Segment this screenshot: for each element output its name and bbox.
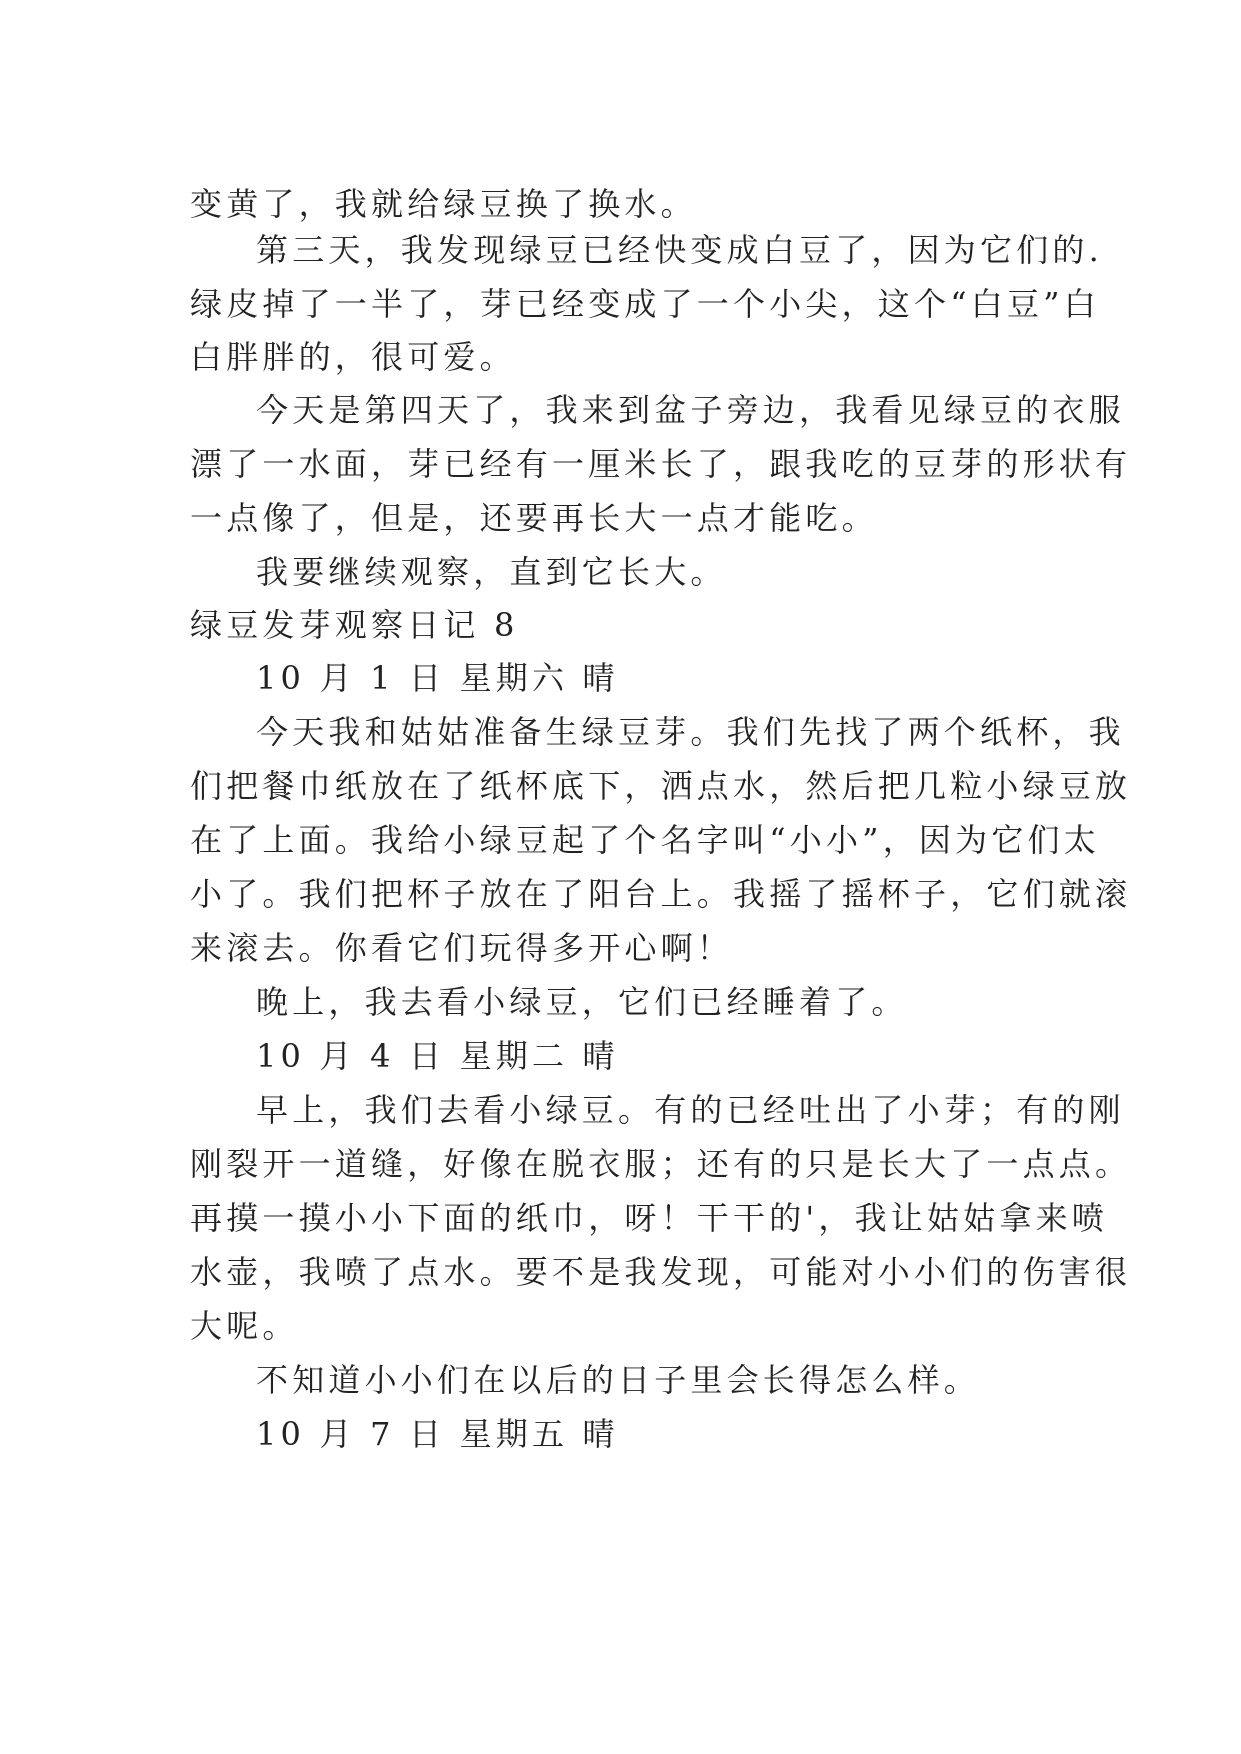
paragraph-line: 小了。我们把杯子放在了阳台上。我摇了摇杯子，它们就滚 — [190, 875, 1132, 913]
paragraph-line: 来滚去。你看它们玩得多开心啊！ — [190, 929, 734, 967]
paragraph-line: 漂了一水面，芽已经有一厘米长了，跟我吃的豆芽的形状有 — [190, 445, 1132, 483]
paragraph-line: 在了上面。我给小绿豆起了个名字叫“小小”，因为它们太 — [190, 821, 1100, 859]
paragraph-line: 今天是第四天了，我来到盆子旁边，我看见绿豆的衣服 — [256, 391, 1125, 429]
diary-date: 10 月 1 日 星期六 晴 — [256, 659, 619, 697]
paragraph-line: 一点像了，但是，还要再长大一点才能吃。 — [190, 499, 878, 537]
paragraph-line: 晚上，我去看小绿豆，它们已经睡着了。 — [256, 983, 908, 1021]
paragraph-line: 绿皮掉了一半了，芽已经变成了一个小尖，这个“白豆”白 — [190, 285, 1100, 323]
diary-date: 10 月 4 日 星期二 晴 — [256, 1037, 619, 1075]
diary-date: 10 月 7 日 星期五 晴 — [256, 1415, 619, 1453]
paragraph-line: 今天我和姑姑准备生绿豆芽。我们先找了两个纸杯，我 — [256, 713, 1125, 751]
paragraph-line: 白胖胖的，很可爱。 — [190, 338, 516, 376]
paragraph-line: 们把餐巾纸放在了纸杯底下，洒点水，然后把几粒小绿豆放 — [190, 767, 1132, 805]
paragraph-line: 刚裂开一道缝，好像在脱衣服；还有的只是长大了一点点。 — [190, 1145, 1132, 1183]
paragraph-line: 第三天，我发现绿豆已经快变成白豆了，因为它们的. — [256, 231, 1103, 269]
paragraph-line: 我要继续观察，直到它长大。 — [256, 553, 727, 591]
paragraph-line: 变黄了，我就给绿豆换了换水。 — [190, 185, 697, 223]
paragraph-line: 再摸一摸小小下面的纸巾，呀！干干的'，我让姑姑拿来喷 — [190, 1199, 1108, 1237]
paragraph-line: 水壶，我喷了点水。要不是我发现，可能对小小们的伤害很 — [190, 1253, 1132, 1291]
paragraph-line: 大呢。 — [190, 1307, 299, 1345]
section-heading: 绿豆发芽观察日记 8 — [190, 606, 519, 644]
paragraph-line: 早上，我们去看小绿豆。有的已经吐出了小芽；有的刚 — [256, 1091, 1125, 1129]
paragraph-line: 不知道小小们在以后的日子里会长得怎么样。 — [256, 1361, 981, 1399]
